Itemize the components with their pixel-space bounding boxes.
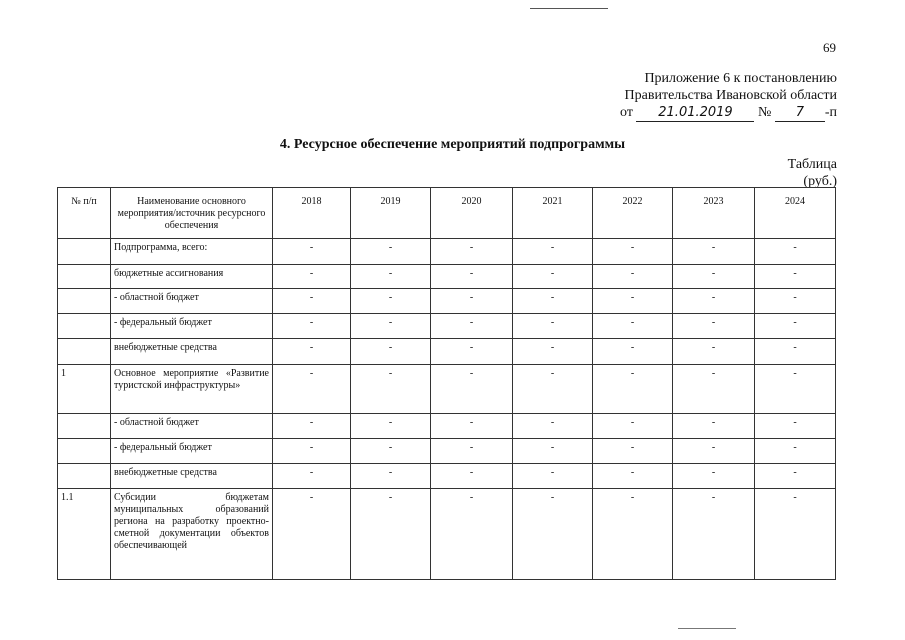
value-cell: - <box>593 239 673 265</box>
row-number <box>58 464 111 489</box>
value-cell: - <box>513 314 593 339</box>
value-cell: - <box>273 289 351 314</box>
row-name: внебюджетные средства <box>111 339 273 365</box>
value-cell: - <box>673 489 755 580</box>
value-cell: - <box>513 339 593 365</box>
value-cell: - <box>431 489 513 580</box>
value-cell: - <box>755 365 836 414</box>
value-cell: - <box>351 439 431 464</box>
table-label: Таблица <box>787 157 837 172</box>
row-number <box>58 439 111 464</box>
value-cell: - <box>351 339 431 365</box>
section-title: 4. Ресурсное обеспечение мероприятий подпрограммы <box>279 137 626 152</box>
row-name: бюджетные ассигнования <box>111 265 273 289</box>
column-header: 2020 <box>431 188 513 239</box>
value-cell: - <box>755 489 836 580</box>
table-row <box>58 464 836 489</box>
table-caption <box>788 156 837 190</box>
value-cell: - <box>273 489 351 580</box>
value-cell: - <box>755 265 836 289</box>
column-header: 2023 <box>673 188 755 239</box>
value-cell: - <box>351 265 431 289</box>
value-cell: - <box>273 339 351 365</box>
value-cell: - <box>755 439 836 464</box>
appendix-block <box>620 70 837 122</box>
value-cell: - <box>431 414 513 439</box>
row-number: 1.1 <box>58 489 111 580</box>
from-label: от <box>620 105 633 120</box>
decree-date: 21.01.2019 <box>636 104 754 122</box>
value-cell: - <box>593 339 673 365</box>
value-cell: - <box>513 464 593 489</box>
row-name: - областной бюджет <box>111 289 273 314</box>
value-cell: - <box>431 339 513 365</box>
value-cell: - <box>351 365 431 414</box>
column-header: Наименование основного мероприятия/источник ресурсного обеспечения <box>111 188 273 239</box>
value-cell: - <box>431 365 513 414</box>
table-row <box>58 365 836 414</box>
appendix-line1: Приложение 6 к постановлению <box>644 71 837 86</box>
value-cell: - <box>593 289 673 314</box>
value-cell: - <box>351 314 431 339</box>
column-header: 2018 <box>273 188 351 239</box>
value-cell: - <box>513 239 593 265</box>
value-cell: - <box>273 365 351 414</box>
row-name: - федеральный бюджет <box>111 439 273 464</box>
value-cell: - <box>273 439 351 464</box>
value-cell: - <box>673 239 755 265</box>
value-cell: - <box>273 239 351 265</box>
table-row <box>58 289 836 314</box>
row-number <box>58 289 111 314</box>
column-header: 2019 <box>351 188 431 239</box>
value-cell: - <box>513 414 593 439</box>
value-cell: - <box>673 339 755 365</box>
value-cell: - <box>351 239 431 265</box>
row-number: 1 <box>58 365 111 414</box>
value-cell: - <box>673 265 755 289</box>
value-cell: - <box>351 464 431 489</box>
value-cell: - <box>755 239 836 265</box>
row-number <box>58 239 111 265</box>
row-number <box>58 314 111 339</box>
value-cell: - <box>431 314 513 339</box>
value-cell: - <box>593 464 673 489</box>
value-cell: - <box>351 489 431 580</box>
value-cell: - <box>513 489 593 580</box>
number-suffix: -п <box>824 105 837 120</box>
column-header: 2022 <box>593 188 673 239</box>
table-row <box>58 339 836 365</box>
row-number <box>58 339 111 365</box>
value-cell: - <box>431 439 513 464</box>
value-cell: - <box>273 464 351 489</box>
row-name: Основное мероприятие «Развитие туристской инфраструктуры» <box>111 365 273 414</box>
value-cell: - <box>593 265 673 289</box>
table-row <box>58 489 836 580</box>
value-cell: - <box>593 414 673 439</box>
row-name: Подпрограмма, всего: <box>111 239 273 265</box>
column-header: 2024 <box>755 188 836 239</box>
appendix-line3 <box>620 104 837 122</box>
value-cell: - <box>513 289 593 314</box>
value-cell: - <box>755 464 836 489</box>
value-cell: - <box>755 289 836 314</box>
value-cell: - <box>673 289 755 314</box>
value-cell: - <box>673 439 755 464</box>
value-cell: - <box>273 314 351 339</box>
value-cell: - <box>755 314 836 339</box>
value-cell: - <box>431 265 513 289</box>
row-name: внебюджетные средства <box>111 464 273 489</box>
value-cell: - <box>351 414 431 439</box>
appendix-line2: Правительства Ивановской области <box>624 88 837 103</box>
table-row <box>58 414 836 439</box>
resource-table <box>57 187 836 580</box>
table-row <box>58 265 836 289</box>
value-cell: - <box>673 414 755 439</box>
value-cell: - <box>593 489 673 580</box>
value-cell: - <box>431 239 513 265</box>
table-row <box>58 439 836 464</box>
table-row <box>58 239 836 265</box>
value-cell: - <box>755 414 836 439</box>
value-cell: - <box>673 365 755 414</box>
column-header: № п/п <box>58 188 111 239</box>
value-cell: - <box>351 289 431 314</box>
value-cell: - <box>273 414 351 439</box>
decree-number: 7 <box>775 104 825 122</box>
value-cell: - <box>513 365 593 414</box>
page-number: 69 <box>823 40 836 55</box>
value-cell: - <box>673 314 755 339</box>
number-label: № <box>757 105 772 120</box>
value-cell: - <box>513 265 593 289</box>
scan-artifact-line <box>678 628 736 629</box>
row-name: - областной бюджет <box>111 414 273 439</box>
value-cell: - <box>513 439 593 464</box>
column-header: 2021 <box>513 188 593 239</box>
value-cell: - <box>755 339 836 365</box>
table-row <box>58 314 836 339</box>
row-name: - федеральный бюджет <box>111 314 273 339</box>
value-cell: - <box>431 464 513 489</box>
value-cell: - <box>431 289 513 314</box>
value-cell: - <box>273 265 351 289</box>
value-cell: - <box>673 464 755 489</box>
value-cell: - <box>593 314 673 339</box>
row-number <box>58 265 111 289</box>
row-name: Субсидии бюджетам муниципальных образований региона на разработку проектно-сметной документации объектов обеспечивающей <box>111 489 273 580</box>
scan-artifact-line <box>530 8 608 9</box>
value-cell: - <box>593 365 673 414</box>
value-cell: - <box>593 439 673 464</box>
unit-label: (руб.) <box>803 174 837 189</box>
row-number <box>58 414 111 439</box>
